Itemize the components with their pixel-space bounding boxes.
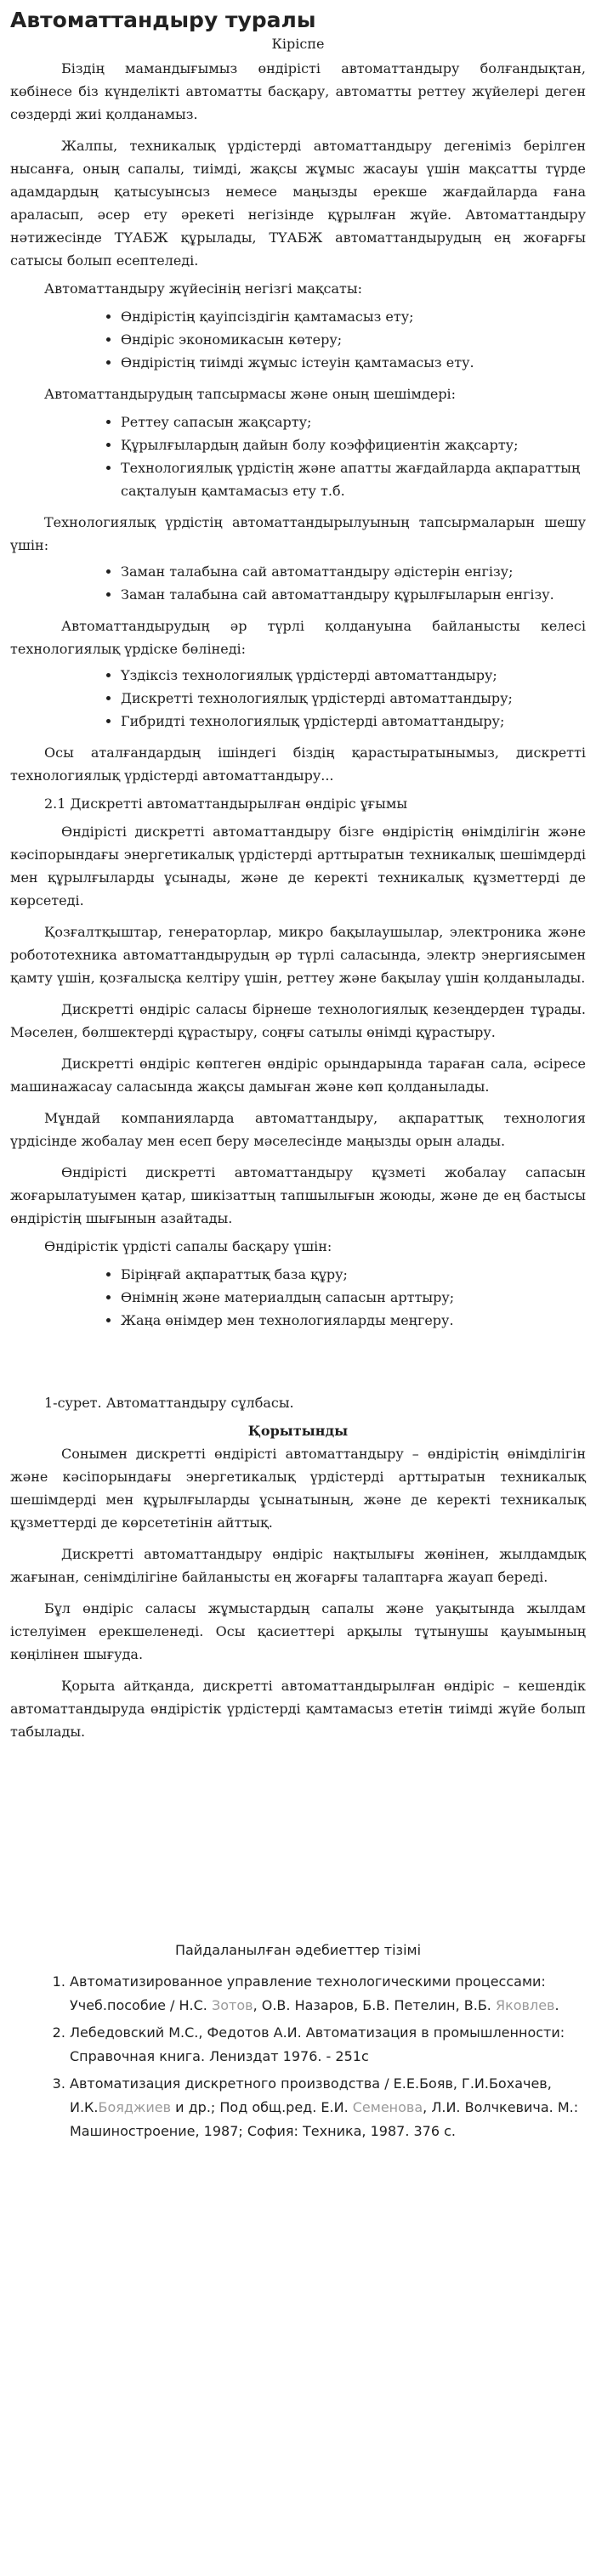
paragraph-1: Біздің мамандығымыз өндірісті автоматтандыру болғандықтан, көбінесе біз күнделікті автоматты басқару, автоматты реттеу жүйелері деген сөздерді жиі қолданамыз. bbox=[10, 60, 586, 122]
list-item: • Құрылғылардың дайын болу коэффициентін жақсарту; bbox=[121, 433, 586, 456]
types-list bbox=[10, 664, 586, 733]
references-list bbox=[10, 1970, 586, 2143]
list-item: • Біріңғай ақпараттық база құру; bbox=[121, 1263, 586, 1286]
list-item: • Гибридті технологиялық үрдістерді автоматтандыру; bbox=[121, 710, 586, 733]
types-intro: Автоматтандырудың әр түрлі қолдануына байланысты келесі технологиялық үрдіске бөлінеді: bbox=[10, 618, 586, 657]
page-title: Автоматтандыру туралы bbox=[10, 8, 316, 32]
list-item: • Заман талабына сай автоматтандыру әдістерін енгізу; bbox=[121, 560, 586, 583]
list-item: • Өндірістің тиімді жұмыс істеуін қамтамасыз ету. bbox=[121, 351, 586, 374]
references-title: Пайдаланылған әдебиеттер тізімі bbox=[174, 1942, 422, 1958]
list-item: • Жаңа өнімдер мен технологияларды меңгеру. bbox=[121, 1309, 586, 1332]
conclusion-paragraph-3: Бұл өндіріс саласы жұмыстардың сапалы және уақытында жылдам істелуімен ерекшеленеді. Осы қасиеттері арқылы тұтынушы қауымының көңілінен шығуда. bbox=[10, 1600, 586, 1662]
conclusion-heading: Қорытынды bbox=[247, 1423, 349, 1439]
conclusion-paragraph-4: Қорыта айтқанда, дискретті автоматтандырылған өндіріс – кешендік автоматтандыруда өндірістік үрдістерді қамтамасыз ететін тиімді жүйе болып табылады. bbox=[10, 1678, 586, 1740]
list-item: • Технологиялық үрдістің және апатты жағдайларда ақпараттың сақталуын қамтамасыз ету т.б. bbox=[121, 456, 586, 502]
mgmt-intro: Өндірістік үрдісті сапалы басқару үшін: bbox=[44, 1238, 332, 1254]
paragraph-2: Жалпы, техникалық үрдістерді автоматтандыру дегеніміз берілген нысанға, оның сапалы, тиімді, жақсы жұмыс жасауы үшін мақсатты түрде адамдардың қатысуынсыз немесе маңызды ерекше жағдайларда ғана араласып, әсер ету әрекеті негізінде құрылған жүйе. Автоматтандыру нәтижесінде ТҮАБЖ құрылады, ТҮАБЖ автоматтандырудың ең жоғарғы сатысы болып есептеледі. bbox=[10, 138, 586, 269]
conclusion-paragraph-2: Дискретті автоматтандыру өндіріс нақтылығы жөнінен, жылдамдық жағынан, сенімділігіне байланысты ең жоғарғы талаптарға жауап береді. bbox=[10, 1546, 586, 1585]
mgmt-list bbox=[10, 1263, 586, 1332]
list-item: • Дискретті технологиялық үрдістерді автоматтандыру; bbox=[121, 687, 586, 710]
paragraph-after-types: Осы аталғандардың ішіндегі біздің қарастыратынымыз, дискретті технологиялық үрдістерді автоматтандыру... bbox=[10, 744, 586, 784]
intro-heading: Кіріспе bbox=[271, 36, 325, 52]
paragraph-7: Мұндай компанияларда автоматтандыру, ақпараттық технология үрдісіндe жобалау мен есеп беру мәселесінде маңызды орын алады. bbox=[10, 1110, 586, 1149]
conclusion-paragraph-1: Сонымен дискретті өндірісті автоматтандыру – өндірістің өнімділігін және кәсіпорындағы энергетикалық үрдістерді арттыратын техникалық шешімдерді мен құрылғыларды ұсынатының, және де керекті техникалық құзметтерді де көрсететінін айттық. bbox=[10, 1446, 586, 1531]
tech-list bbox=[10, 560, 586, 606]
paragraph-4: Қозғалтқыштар, генераторлар, микро бақылаушылар, электроника және робототехника автоматтандырудың әр түрлі саласында, электр энергиясымен қамту үшін, қозғалысқа келтіру үшін, реттеу және бақылау үшін қолданылады. bbox=[10, 924, 586, 986]
reference-item: 2. Лебедовский М.С., Федотов А.И. Автоматизация в промышленности: Справочная книга. Лениздат 1976. - 251с bbox=[70, 2021, 586, 2069]
list-item: • Үздіксіз технологиялық үрдістерді автоматтандыру; bbox=[121, 664, 586, 687]
tech-intro: Технологиялық үрдістің автоматтандырылуының тапсырмаларын шешу үшін: bbox=[10, 514, 586, 553]
list-item: • Заман талабына сай автоматтандыру құрылғыларын енгізу. bbox=[121, 583, 586, 606]
section-heading-2-1: 2.1 Дискретті автоматтандырылған өндіріс ұғымы bbox=[44, 795, 408, 812]
goals-intro: Автоматтандыру жүйесінің негізгі мақсаты: bbox=[44, 280, 363, 297]
paragraph-3: Өндірісті дискретті автоматтандыру бізге өндірістің өнімділігін және кәсіпорындағы энергетикалық үрдістерді арттыратын техникалық шешімдерді мен құрылғыларды ұсынады, және де керекті техникалық құзметтерді де көрсетеді. bbox=[10, 824, 586, 909]
list-item: • Реттеу сапасын жақсарту; bbox=[121, 410, 586, 433]
paragraph-8: Өндірісті дискретті автоматтандыру құзметі жобалау сапасын жоғарылатуымен қатар, шикізаттың тапшылығын жоюды, және де ең бастысы өндірістің шығынын азайтады. bbox=[10, 1164, 586, 1226]
list-item: • Өндіріс экономикасын көтеру; bbox=[121, 328, 586, 351]
paragraph-6: Дискретті өндіріс көптеген өндіріс орындарында тараған сала, әсіресе машинажасау саласында жақсы дамыған және көп қолданылады. bbox=[10, 1056, 586, 1095]
paragraph-5: Дискретті өндіріс саласы бірнеше технологиялық кезеңдерден тұрады. Мәселен, бөлшектерді құрастыру, соңғы сатылы өнімді құрастыру. bbox=[10, 1001, 586, 1040]
reference-item: 1. Автоматизированное управление технологическими процессами: Учеб.пособие / Н.С. Зотов, О.В. Назаров, Б.В. Петелин, В.Б. Яковлев. bbox=[70, 1970, 586, 2018]
list-item: • Өнімнің және материалдың сапасын арттыру; bbox=[121, 1286, 586, 1309]
reference-item: 3. Автоматизация дискретного производства / Е.Е.Бояв, Г.И.Бохачев, И.К.Бояджиев и др.; Под общ.ред. Е.И. Семенова, Л.И. Волчкевича. М.: Машиностроение, 1987; София: Техника, 1987. 376 с. bbox=[70, 2072, 586, 2143]
figure-caption: 1-сурет. Автоматтандыру сұлбасы. bbox=[44, 1395, 294, 1411]
tasks-list bbox=[10, 410, 586, 502]
goals-list bbox=[10, 305, 586, 374]
list-item: • Өндірістің қауіпсіздігін қамтамасыз ету; bbox=[121, 305, 586, 328]
tasks-intro: Автоматтандырудың тапсырмасы және оның шешімдері: bbox=[44, 386, 457, 402]
